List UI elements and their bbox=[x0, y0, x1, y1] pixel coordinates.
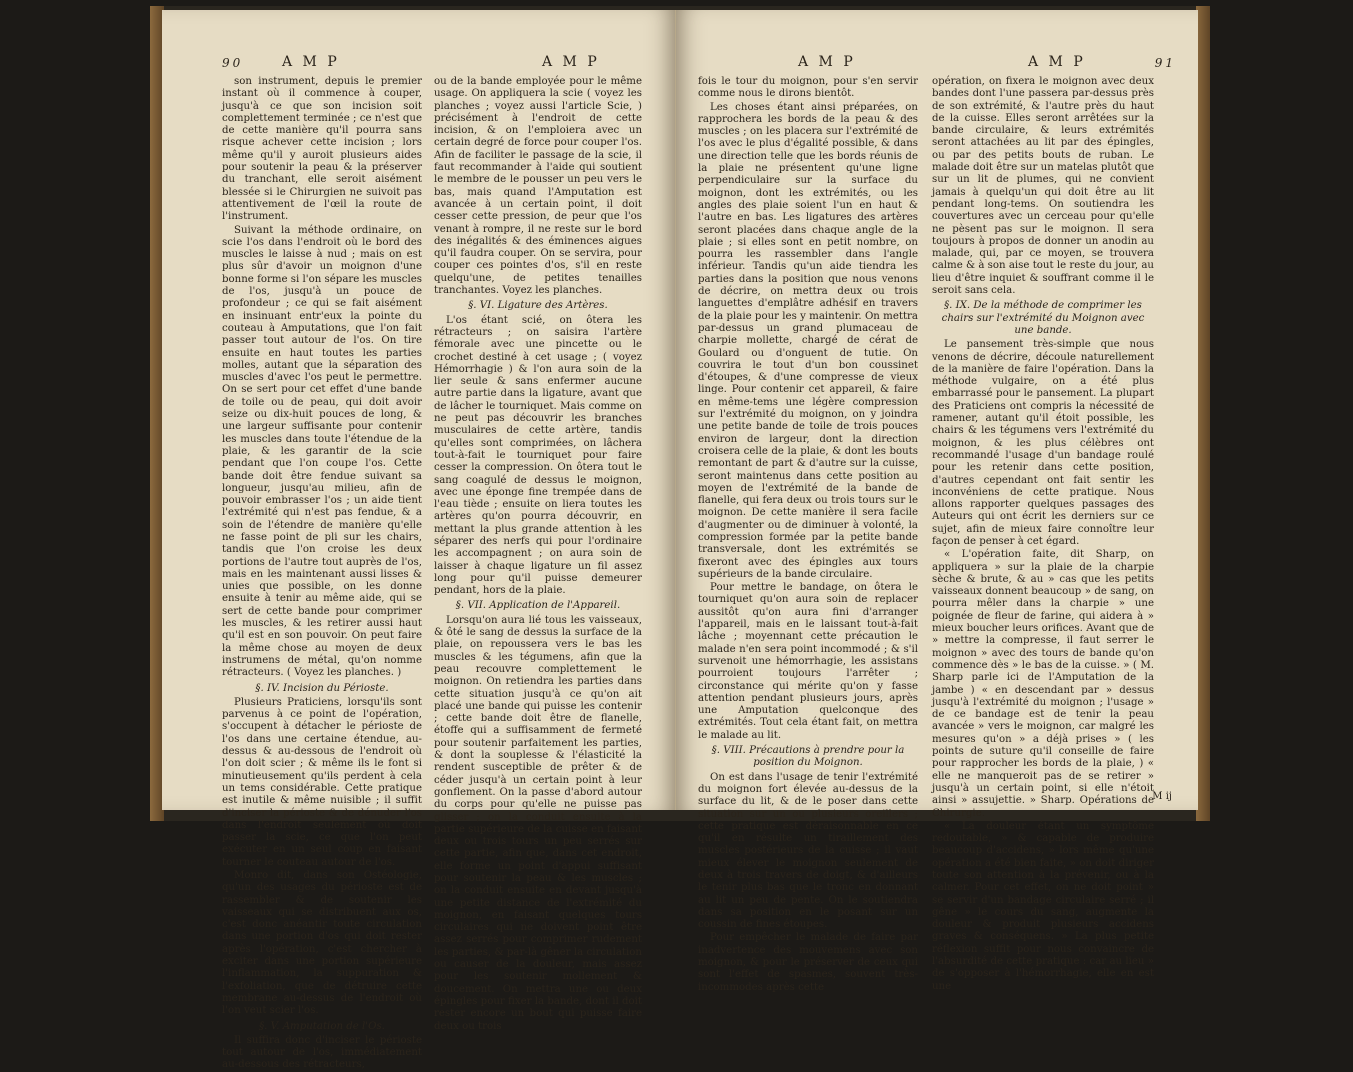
left-running-head bbox=[222, 54, 645, 74]
section-heading: §. IV. Incision du Périoste. bbox=[255, 682, 389, 694]
right-column-2 bbox=[932, 76, 1154, 992]
right-page bbox=[676, 10, 1198, 993]
paragraph: « La douleur étant un symptôme redoutable, » & capable de produire beaucoup d'accidens, » lors même qu'une opération a été bien faite, » on doit diriger toute son attention à la prévenir, ou à la calmer. Pour cet effet, on ne doit point » se servir d'un bandage circulaire serré ; il gêne » le cours du sang, augmente la douleur & produit plusieurs accidens graves & conséquens. » La plus petite réflexion suffit pour nous convaincre de l'absurdité de cette pratique : car au lieu » de s'opposer à l'hémorrhagie, elle en est une bbox=[932, 820, 1154, 992]
running-title-col2: A M P bbox=[542, 54, 600, 70]
paragraph: Monro dit, dans son Ostéologie, qu'un des usages du périoste est de rassembler & de soutenir les vaisseaux qui se distribuent aux os, c'est donc anéantir toute circulation dans une portion d'os qui doit rester après l'opération, c'est chercher à exciter dans une portion supérieure l'inflammation, la suppuration & l'exfoliation, que de détruire cette membrane au-dessus de l'endroit où l'on veut scier l'os. bbox=[222, 870, 422, 1017]
left-page bbox=[162, 10, 676, 1071]
running-title-col1: A M P bbox=[798, 54, 856, 70]
section-heading: §. VII. Application de l'Appareil. bbox=[455, 600, 621, 612]
right-running-head bbox=[698, 54, 1176, 74]
running-title: A M P bbox=[1028, 54, 1086, 70]
paragraph: Les choses étant ainsi préparées, on rapprochera les bords de la peau & des muscles ; on les placera sur l'extrémité de l'os avec le plus d'égalité possible, & dans une direction telle que les bords réunis de la plaie ne présentent qu'une ligne perpendiculaire sur la surface du moignon, dont les extrémités, ou les angles des plaie soient l'un en haut & l'autre en bas. Les ligatures des artères seront placées dans chaque angle de la plaie ; si elles sont en petit nombre, on pourra les rassembler dans l'angle inférieur. Tandis qu'un aide tiendra les parties dans la position que nous venons de décrire, on mettra deux ou trois languettes d'emplâtre adhésif en travers de la plaie pour les y maintenir. On mettra par-dessus un grand plumaceau de charpie mollette, chargé de cérat de Goulard ou d'onguent de tutie. On couvrira le tout d'un bon coussinet d'étoupes, & d'une compresse de vieux linge. Pour contenir cet appareil, & faire en même-tems une légère compression sur l'extrémité du moignon, on y joindra une petite bande de toile de trois pouces environ de largeur, dont la direction croisera celle de la plaie, & dont les bouts remontant de part & d'autre sur la cuisse, seront maintenus dans cette position au moyen de l'extrémité de la bande de flanelle, qui fera deux ou trois tours sur le moignon. De cette manière il sera facile d'augmenter ou de diminuer à volonté, la compression formée par la petite bande transversale, dont les extrémités se fixeront avec des épingles aux tours supérieurs de la bande circulaire. bbox=[698, 101, 918, 580]
paragraph: fois le tour du moignon, pour s'en servir comme nous le dirons bientôt. bbox=[698, 76, 918, 100]
left-column-1 bbox=[222, 76, 422, 1071]
paragraph: son instrument, depuis le premier instant où il commence à couper, jusqu'à ce que son incision soit complettement terminée ; ce n'est que de cette manière qu'il pourra sans risque achever cette incision ; lors même qu'il y auroit plusieurs aides pour soutenir la peau & la préserver du tranchant, elle seroit aisément blessée si le Chirurgien ne suivoit pas attentivement de l'œil la route de l'instrument. bbox=[222, 76, 422, 223]
paragraph: Pour mettre le bandage, on ôtera le tourniquet qu'on aura soin de replacer aussitôt qu'on aura fini d'arranger l'appareil, mais en le laissant tout-à-fait lâche ; moyennant cette précaution le malade n'en sera point incommodé ; & s'il survenoit une hémorrhagie, les assistans pourroient toujours l'arrêter ; circonstance qui mérite qu'on y fasse attention pendant plusieurs jours, après une Amputation quelconque des extrémités. Tout cela étant fait, on mettra le malade au lit. bbox=[698, 582, 918, 741]
running-title: A M P bbox=[282, 54, 340, 70]
paragraph: Le pansement très-simple que nous venons de décrire, découle naturellement de la manière de faire l'opération. Dans la méthode vulgaire, on a été plus embarrassé pour le pansement. La plupart des Praticiens ont compris la nécessité de ramener, autant qu'il étoit possible, les chairs & les tégumens vers l'extrémité du moignon, & les plus célèbres ont recommandé l'usage d'un bandage roulé pour les retenir dans cette position, d'autres cependant ont fait sentir les inconvéniens de cette pratique. Nous allons rapporter quelques passages des Auteurs qui ont écrit les derniers sur ce sujet, afin de mieux faire connoître leur façon de penser à cet égard. bbox=[932, 339, 1154, 547]
paragraph: opération, on fixera le moignon avec deux bandes dont l'une passera par-dessus près de son extrémité, & l'autre près du haut de la cuisse. Elles seront arrêtées sur la bande circulaire, & leurs extrémités seront attachées au lit par des épingles, ou par des petits bouts de ruban. Le malade doit être sur un matelas plutôt que sur un lit de plumes, qui ne convient jamais à quelqu'un qui doit être au lit pendant long-tems. On soutiendra les couvertures avec un cerceau pour qu'elle ne pèsent pas sur le moignon. Il sera toujours à propos de donner un anodin au malade, qui, par ce moyen, se trouvera calme & à son aise tout le reste du jour, au lieu d'être inquiet & souffrant comme il le seroit sans cela. bbox=[932, 76, 1154, 297]
paragraph: Plusieurs Praticiens, lorsqu'ils sont parvenus à ce point de l'opération, s'occupent à détacher le périoste de l'os dans une certaine étendue, au-dessus & au-dessous de l'endroit où l'on doit scier ; & même ils le font si minutieusement qu'ils perdent à cela un tems considérable. Cette pratique est inutile & même nuisible ; il suffit d'inciser la périoste & de dénuder l'os dans l'endroit seulement où doit passer la scie, ce que l'on peut exécuter en un seul coup en faisant tourner le couteau autour de l'os. bbox=[222, 696, 422, 868]
section-heading: §. IX. De la méthode de comprimer les chairs sur l'extrémité du Moignon avec une bande. bbox=[941, 300, 1145, 336]
paragraph: L'os étant scié, on ôtera les rétracteurs ; on saisira l'artère fémorale avec une pincette ou le crochet destiné à cet usage ; ( voyez Hémorrhagie ) & l'on aura soin de la lier seule & sans enfermer aucune autre partie dans la ligature, avant que de lâcher le tourniquet. Mais comme on ne peut pas découvrir les branches musculaires de cette artère, tandis qu'elles sont comprimées, on lâchera tout-à-fait le tourniquet pour faire cesser la compression. On ôtera tout le sang coagulé de dessus le moignon, avec une éponge fine trempée dans de l'eau tiède ; ensuite on liera toutes les artères qu'on pourra découvrir, en mettant la plus grande attention à les séparer des nerfs qui pour l'ordinaire les accompagnent ; on aura soin de laisser à chaque ligature un fil assez long pour qu'il puisse demeurer pendant, hors de la plaie. bbox=[434, 314, 642, 597]
paragraph: ou de la bande employée pour le même usage. On appliquera la scie ( voyez les planches ; voyez aussi l'article Scie, ) précisément à l'endroit de cette incision, & on l'emploiera avec un certain degré de force pour couper l'os. Afin de faciliter le passage de la scie, il faut recommander à l'aide qui soutient le membre de le pousser un peu vers le bas, mais quand l'Amputation est avancée à un certain point, il doit cesser cette pression, de peur que l'os venant à rompre, il ne reste sur le bord des inégalités & des éminences aigues qu'il faudra couper. On se servira, pour couper ces pointes d'os, s'il en reste quelqu'une, de petites tenailles tranchantes. Voyez les planches. bbox=[434, 76, 642, 297]
section-heading: §. V. Amputation de l'Os. bbox=[259, 1020, 385, 1032]
signature-mark: M ij bbox=[1152, 791, 1172, 802]
paragraph: Pour empêcher le malade de faire par inadvertence des mouvemens avec son moignon, & pour le préserver de ceux qui sont l'effet de spasmes, souvent très-incommodes après cette bbox=[698, 932, 918, 993]
paragraph: On est dans l'usage de tenir l'extrémité du moignon fort élevée au-dessus de la surface du lit, & de le poser dans cette situation sur un ou plusieurs oreillers ; cette pratique est déraisonnable en ce qu'il en résulte un tiraillement des muscles postérieurs de la cuisse ; il vaut mieux élever le moignon seulement de deux à trois travers de doigt, & d'ailleurs le tenir plus bas que le tronc en donnant au lit un peu de pente. On le soutiendra dans sa position en le posant sur un coussin de fines étoupes. bbox=[698, 771, 918, 931]
section-heading: §. VIII. Précautions à prendre pour la position du Moignon. bbox=[711, 745, 905, 769]
left-column-2 bbox=[434, 76, 642, 1032]
page-number: 90 bbox=[222, 56, 244, 70]
book-fore-edge-right bbox=[1196, 6, 1210, 821]
paragraph: Lorsqu'on aura lié tous les vaisseaux, & ôté le sang de dessus la surface de la plaie, on repoussera vers le bas les muscles & les tégumens, afin que la peau recouvre complettement le moignon. On retiendra les parties dans cette situation jusqu'à ce qu'on ait placé une bande qui puisse les contenir ; cette bande doit être de flanelle, étoffe qui a suffisamment de fermeté pour soutenir parfaitement les parties, & dont la souplesse & l'élasticité la rendent susceptible de prêter & de céder jusqu'à un certain point à leur gonflement. On la passe d'abord autour du corps pour qu'elle ne puisse pas glisser ; on la conduit ensuite à la partie supérieure de la cuisse en faisant deux ou trois tours un peu serrés sur cette partie, afin que, dans cet endroit, elle forme un point d'appui suffisant pour soutenir la peau & les muscles ; on la conduit ensuite en devant jusqu'à une petite distance de l'extrémité du moignon, en faisant quelques tours circulaires qui ne doivent point être assez serrés pour comprimer rudement les parties, & par-là gêner la circulation ou causer de la douleur, mais assez pour les soutenir mollement & doucement. On mettra une ou deux épingles pour fixer la bande, dont il doit rester encore un bout qui puisse faire deux ou trois bbox=[434, 614, 642, 1032]
paragraph: « L'opération faite, dit Sharp, on appliquera » sur la plaie de la charpie sèche & brute, & au » cas que les petits vaisseaux donnent beaucoup » de sang, on pourra mêler dans la charpie » une poignée de fleur de farine, qui aidera à » mieux boucher leurs orifices. Avant que de » mettre la compresse, il faut serrer le moignon » avec des tours de bande qu'on commence dès » le bas de la cuisse. » ( M. Sharp parle ici de l'Amputation de la jambe ) « en descendant par » dessus jusqu'à l'extrémité du moignon ; l'usage » de ce bandage est de tenir la peau avancée » vers le moignon, car malgré les mesures qu'on » a déjà prises » ( les points de suture qu'il conseille de faire pour rapprocher les bords de la plaie, ) « elle ne manqueroit pas de se retirer » jusqu'à un certain point, si elle n'étoit ainsi » assujettie. » Sharp. Opérations de Chirurgie. bbox=[932, 549, 1154, 819]
right-column-1 bbox=[698, 76, 918, 993]
paragraph: Suivant la méthode ordinaire, on scie l'os dans l'endroit où le bord des muscles le laisse à nud ; mais on est plus sûr d'avoir un moignon d'une bonne forme si l'on sépare les muscles de l'os, jusqu'à un pouce de profondeur ; ce qui se fait aisément en insinuant entr'eux la pointe du couteau à Amputations, que l'on fait passer tout autour de l'os. On tire ensuite en haut toutes les parties molles, autant que la séparation des muscles d'avec l'os peut le permettre. On se sert pour cet effet d'une bande de toile ou de peau, qui doit avoir seize ou dix-huit pouces de long, & une largeur suffisante pour contenir les muscles dans toute l'étendue de la plaie, & les garantir de la scie pendant que l'on coupe l'os. Cette bande doit être fendue suivant sa longueur, jusqu'au milieu, afin de pouvoir embrasser l'os ; un aide tient l'extrémité qui n'est pas fendue, & a soin de l'étendre de manière qu'elle ne fasse point de pli sur les chairs, tandis que l'on croise les deux portions de l'autre tout auprès de l'os, mais en les maintenant aussi lisses & unies que possible, on les donne ensuite à tenir au même aide, qui se sert de cette bande pour comprimer les muscles, & les retirer aussi haut qu'il est en son pouvoir. On peut faire la même chose au moyen de deux instrumens de métal, qu'on nomme rétracteurs. ( Voyez les planches. ) bbox=[222, 224, 422, 679]
paragraph: Il suffira donc d'inciser le périoste tout autour de l'os, immédiatement au-dessous des rétracteurs, bbox=[222, 1034, 422, 1071]
page-number: 91 bbox=[1154, 56, 1176, 70]
section-heading: §. VI. Ligature des Artères. bbox=[468, 300, 608, 312]
